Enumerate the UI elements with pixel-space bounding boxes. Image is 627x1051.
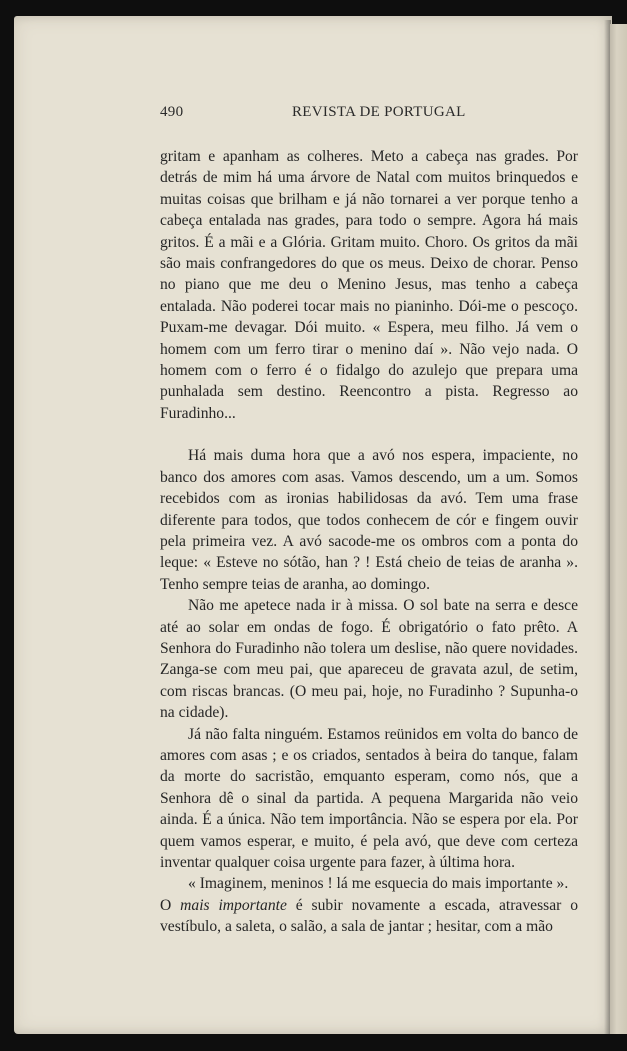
paragraph: Há mais duma hora que a avó nos espera, impaciente, no banco dos amores com asas. Vamos descendo, um a um. Somos recebidos com as ironias habilidosas da avó. Tem uma frase diferente para todos, que todos conhecem de cór e fingem ouvir pela primeira vez. A avó sacode-me os ombros com a ponta do leque: « Esteve no sótão, han ? ! Está cheio de teias de aranha ». Tenho sempre teias de aranha, ao domingo. [160, 447, 578, 593]
paragraph-text: é subir novamente a escada, atravessar o vestíbulo, a saleta, o salão, a sala de jantar ; hesitar, com a mão [160, 896, 578, 936]
paragraph: « Imaginem, meninos ! lá me esquecia do mais importante ». [188, 875, 569, 893]
paragraph [160, 895, 578, 938]
running-head: REVISTA DE PORTUGAL [292, 104, 466, 120]
page-number: 490 [160, 104, 184, 120]
italic-phrase: mais importante [180, 896, 287, 914]
paragraph: Já não falta ninguém. Estamos reünidos em volta do banco de amores com asas ; e os criados, sentados à beira do tanque, falam da morte do sacristão, emquanto esperam, como nós, que a Senhora dê o sinal da partida. A pequena Margarida não veio ainda. É a única. Não tem importância. Não se espera por ela. Por quem vamos esperar, e muito, é pela avó, que deve com certeza inventar qualquer coisa urgente para fazer, à última hora. [160, 725, 578, 871]
next-page-edge [610, 24, 627, 1034]
paragraph: gritam e apanham as colheres. Meto a cabeça nas grades. Por detrás de mim há uma árvore de Natal com muitos brinquedos e muitas coisas que brilham e já não tornarei a ver porque tenho a cabeça entalada nas grades, para todo o sempre. Agora há mais gritos. É a mãi e a Glória. Gritam muito. Choro. Os gritos da mãi são mais confrangedores do que os meus. Deixo de chorar. Penso no piano que me deu o Menino Jesus, mas tenho a cabeça entalada. Não poderei tocar mais no pianinho. Dói-me o pescoço. Puxam-me devagar. Dói muito. « Espera, meu filho. Já vem o homem com um ferro tirar o menino daí ». Não vejo nada. O homem com o ferro é o fidalgo do azulejo que prepara uma punhalada sem destino. Reencontro a pista. Regresso ao Furadinho... [160, 148, 578, 422]
paragraph-text: O [160, 896, 181, 914]
paragraph: Não me apetece nada ir à missa. O sol bate na serra e desce até ao solar em ondas de fogo. É obrigatório o fato prêto. A Senhora do Furadinho não tolera um deslise, não quere novidades. Zanga-se com meu pai, que apareceu de gravata azul, de setim, com riscas brancas. (O meu pai, hoje, no Furadinho ? Supunha-o na cidade). [160, 597, 578, 722]
body-text [160, 146, 578, 938]
